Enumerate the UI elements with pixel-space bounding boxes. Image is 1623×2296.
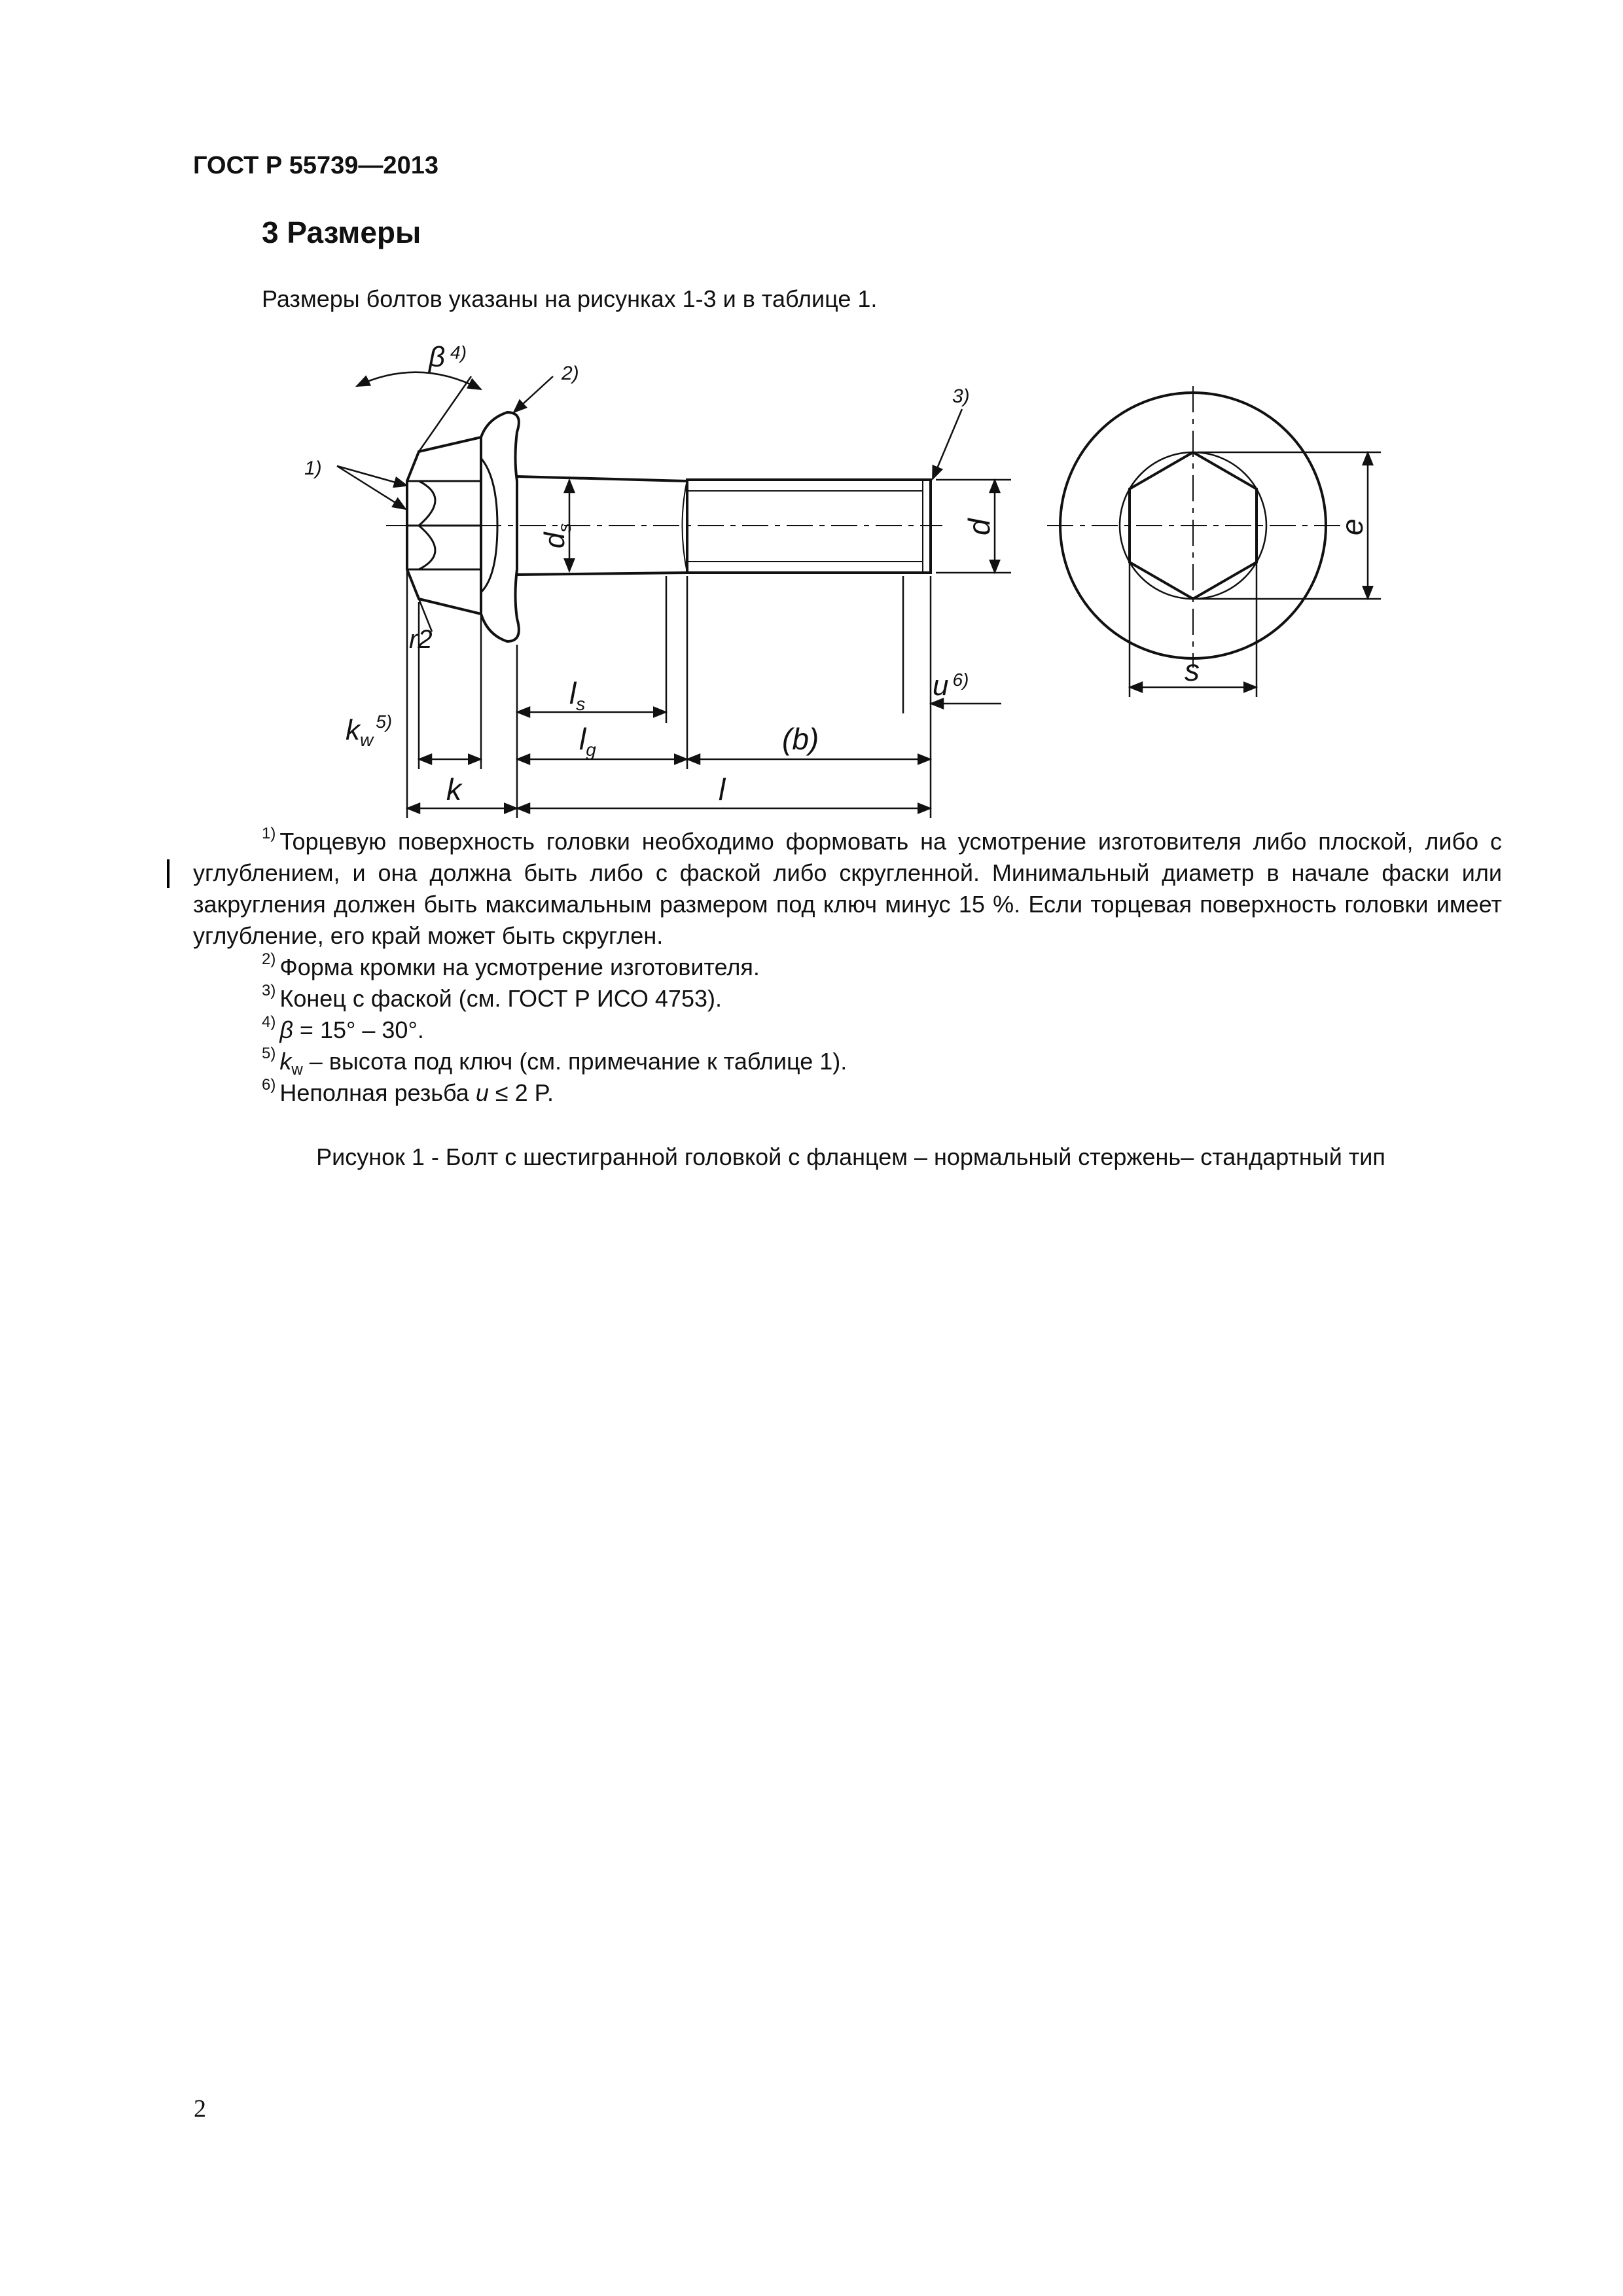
page-number: 2 — [194, 2095, 206, 2123]
label-ref-1: 1) — [304, 457, 322, 479]
footnotes — [193, 826, 1502, 1109]
footnote-2: $^{2)}$ Форма кромки на усмотрение изготовителя. — [262, 950, 760, 980]
label-ls: $l_s$ — [569, 676, 586, 714]
label-beta-ref: 4) — [450, 342, 467, 363]
change-marker — [167, 859, 169, 888]
bolt-top-view — [1047, 386, 1381, 697]
label-beta: β — [429, 341, 446, 373]
bolt-side-view — [386, 412, 942, 641]
label-u: u $^{6)}$ — [933, 670, 969, 702]
section-title: 3 Размеры — [262, 215, 421, 249]
footnote-1: $^{1)}$ Торцевую поверхность головки необходимо формовать на усмотрение изготовителя либо плоской, либо с углублением, и она должна быть либо с фаской либо скругленной. Минимальный диаметр в начале фаски или закругления должен быть максимальным размером под ключ минус 15 %. Если торцевая поверхность головки имеет углубление, его край может быть скруглен. — [193, 825, 1502, 949]
label-ref-2: 2) — [562, 363, 579, 384]
label-l: l — [719, 772, 726, 806]
figure-caption: Рисунок 1 - Болт с шестигранной головкой с фланцем – нормальный стержень– стандартный тип — [316, 1143, 1385, 1170]
intro-paragraph: Размеры болтов указаны на рисунках 1-3 и в таблице 1. — [262, 285, 878, 312]
label-kw: $k_w^{5)}$ — [346, 711, 393, 750]
label-e: e — [1335, 518, 1369, 535]
label-ds: $d_s$ — [539, 523, 575, 548]
footnote-3: $^{3)}$ Конец с фаской (см. ГОСТ Р ИСО 4753). — [262, 982, 722, 1012]
label-ref-3: 3) — [952, 386, 970, 407]
label-lg: $l_g$ — [579, 722, 596, 760]
footnote-6: $^{6)}$ Неполная резьба u ≤ 2 P. — [262, 1076, 554, 1106]
bolt-drawing — [0, 0, 1623, 851]
label-d: d — [962, 518, 996, 535]
label-k: k — [446, 772, 461, 806]
document-header: ГОСТ Р 55739—2013 — [193, 152, 438, 179]
footnote-4: $^{4)}$ β = 15° – 30°. — [262, 1013, 424, 1043]
label-s: s — [1185, 653, 1200, 687]
label-b: (b) — [782, 722, 819, 756]
footnote-5: $^{5)}$ $k_w$ – высота под ключ (см. примечание к таблице 1). — [262, 1045, 847, 1079]
dimension-lines — [337, 372, 1011, 818]
label-r2: r2 — [409, 625, 433, 654]
